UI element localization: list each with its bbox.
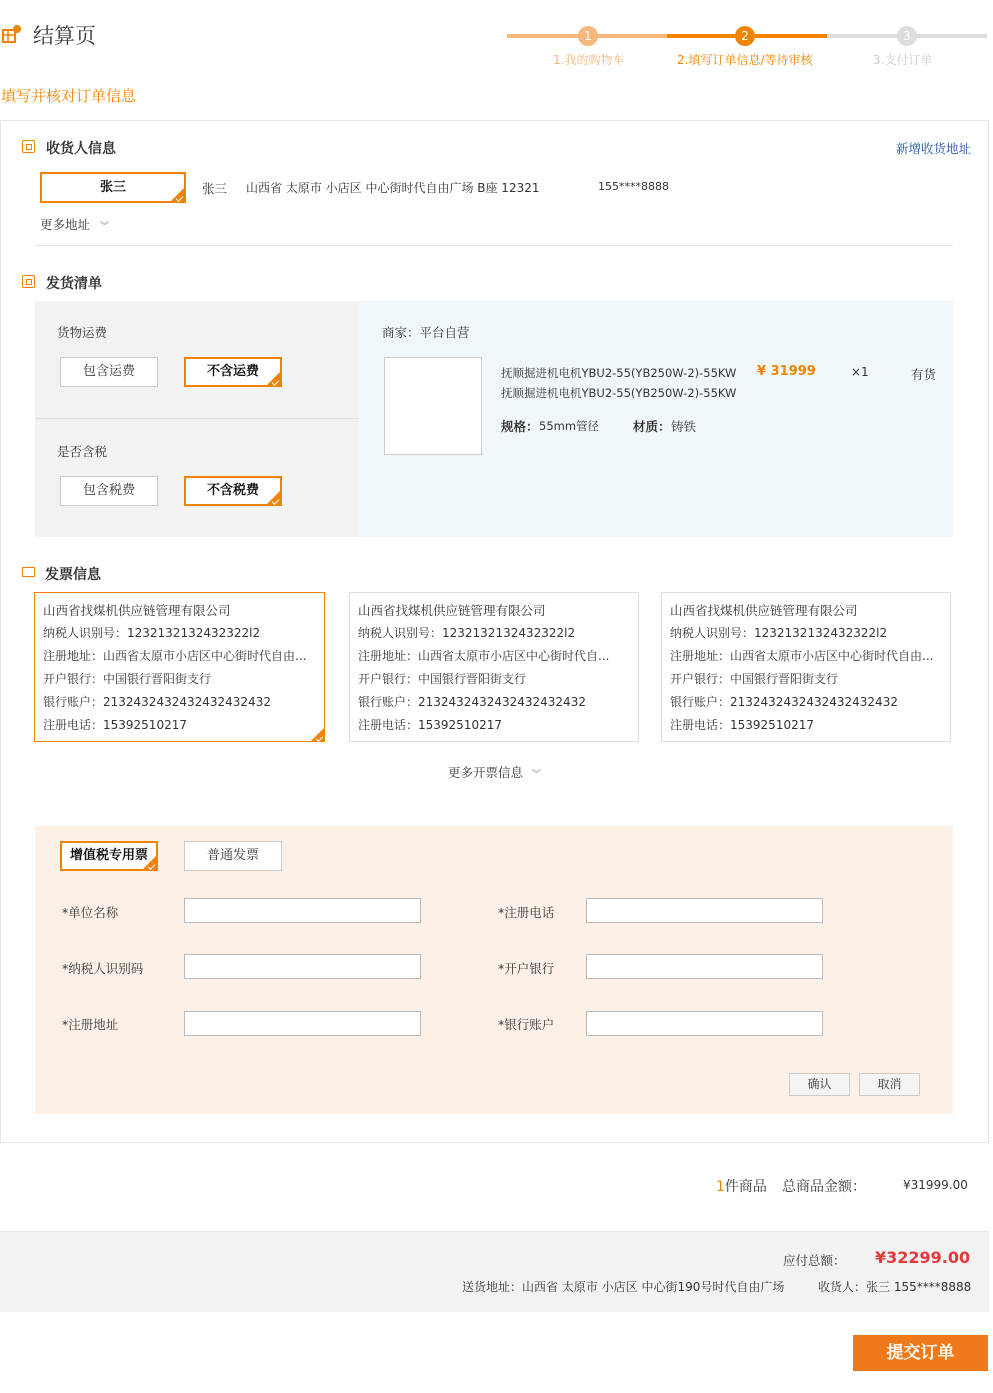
- bank-input[interactable]: [586, 954, 823, 979]
- invoice-phone: 注册电话：15392510217: [670, 718, 814, 732]
- merchant-label: 商家：平台自营: [382, 325, 470, 340]
- invoice-taxid: 纳税人识别号：1232132132432322l2: [43, 626, 261, 640]
- invoice-icon: [22, 567, 35, 577]
- freight-included-button[interactable]: 包含运费: [60, 357, 158, 387]
- spec-label: 规格：: [501, 419, 539, 434]
- invoice-bank: 开户银行：中国银行晋阳街支行: [358, 672, 527, 686]
- invoice-company: 山西省找煤机供应链管理有限公司: [670, 603, 858, 618]
- product-image[interactable]: [384, 357, 482, 455]
- ship-receiver: 收货人：张三 155****8888: [818, 1280, 972, 1294]
- tax-excluded-button[interactable]: [184, 476, 282, 506]
- tax-included-button[interactable]: 包含税费: [60, 476, 158, 506]
- more-address-toggle[interactable]: [40, 215, 109, 233]
- invoice-bank: 开户银行：中国银行晋阳街支行: [670, 672, 839, 686]
- shipping-title: 发货清单: [46, 276, 102, 292]
- checkmark-icon: [143, 856, 156, 869]
- material-value: 铸铁: [671, 419, 697, 434]
- invoice-taxid: 纳税人识别号：1232132132432322l2: [358, 626, 576, 640]
- checkmark-icon: [171, 188, 184, 201]
- product-name-line2: 抚顺掘进机电机YBU2-55(YB250W-2)-55KW: [501, 386, 737, 400]
- shipping-icon: [22, 275, 35, 288]
- receiver-title: 收货人信息: [46, 141, 116, 157]
- phone-label: *注册电话: [498, 905, 555, 920]
- freight-excluded-label: 不含运费: [206, 364, 259, 379]
- step-3-label: 3.支付订单: [873, 53, 933, 67]
- item-count: [716, 1176, 767, 1196]
- taxid-input[interactable]: [184, 954, 421, 979]
- invoice-address: 注册地址：山西省太原市小店区中心街时代自...: [358, 649, 610, 663]
- more-invoice-label: 更多开票信息: [448, 765, 524, 780]
- tax-label: 是否含税: [57, 444, 108, 459]
- freight-label: 货物运费: [57, 325, 108, 340]
- chevron-down-icon: ︾: [532, 770, 542, 780]
- company-label: *单位名称: [62, 905, 119, 920]
- more-address-label: 更多地址: [40, 217, 91, 232]
- product-price: ¥ 31999: [757, 364, 816, 379]
- total-label: 总商品金额：: [782, 1179, 866, 1195]
- account-input[interactable]: [586, 1011, 823, 1036]
- selected-receiver-button[interactable]: [40, 172, 186, 203]
- invoice-company: 山西省找煤机供应链管理有限公司: [43, 603, 231, 618]
- total-value: ¥31999.00: [903, 1178, 968, 1192]
- pay-label: 应付总额：: [783, 1253, 846, 1268]
- step-2-label: 2.填写订单信息/等待审核: [677, 53, 813, 67]
- invoice-account: 银行账户：2132432432432432432432: [358, 695, 586, 709]
- chevron-down-icon: ︾: [100, 222, 110, 232]
- page-title: 结算页: [33, 24, 96, 48]
- selected-receiver-name: 张三: [99, 180, 126, 195]
- pay-total: ¥32299.00: [875, 1248, 971, 1267]
- item-count-suffix: 件商品: [724, 1179, 767, 1195]
- invoice-phone: 注册电话：15392510217: [43, 718, 187, 732]
- freight-excluded-button[interactable]: [184, 357, 282, 387]
- invoice-company: 山西省找煤机供应链管理有限公司: [358, 603, 546, 618]
- cancel-button[interactable]: 取消: [859, 1073, 920, 1096]
- receiver-address: 山西省 太原市 小店区 中心街时代自由广场 B座 12321: [246, 181, 540, 195]
- address-label: *注册地址: [62, 1017, 119, 1032]
- material-label: 材质：: [633, 419, 671, 434]
- invoice-title: 发票信息: [45, 567, 101, 583]
- step-3-circle: 3: [897, 26, 917, 46]
- account-label: *银行账户: [498, 1017, 555, 1032]
- invoice-account: 银行账户：2132432432432432432432: [670, 695, 898, 709]
- spec-value: 55mm管径: [539, 419, 600, 433]
- more-invoice-toggle[interactable]: [448, 763, 541, 781]
- receiver-name: 张三: [202, 181, 228, 196]
- receiver-phone: 155****8888: [598, 180, 669, 193]
- tax-excluded-label: 不含税费: [206, 483, 259, 498]
- address-input[interactable]: [184, 1011, 421, 1036]
- divider: [35, 245, 953, 246]
- invoice-bank: 开户银行：中国银行晋阳街支行: [43, 672, 212, 686]
- invoice-card-3[interactable]: [661, 592, 951, 742]
- ship-address: 送货地址：山西省 太原市 小店区 中心街190号时代自由广场: [462, 1280, 785, 1294]
- bank-label: *开户银行: [498, 961, 555, 976]
- step-1-label: 1.我的购物车: [553, 53, 625, 67]
- invoice-taxid: 纳税人识别号：1232132132432322l2: [670, 626, 888, 640]
- invoice-address: 注册地址：山西省太原市小店区中心街时代自由...: [43, 649, 307, 663]
- checkmark-icon: [267, 372, 280, 385]
- step-1-circle: 1: [578, 26, 598, 46]
- payment-bar: [0, 1231, 989, 1312]
- receiver-icon: [22, 140, 35, 153]
- invoice-address: 注册地址：山西省太原市小店区中心街时代自由...: [670, 649, 934, 663]
- step-2-circle: 2: [735, 26, 755, 46]
- stock-status: 有货: [911, 367, 937, 382]
- phone-input[interactable]: [586, 898, 823, 923]
- company-input[interactable]: [184, 898, 421, 923]
- checkmark-icon: [311, 728, 324, 741]
- invoice-account: 银行账户：2132432432432432432432: [43, 695, 271, 709]
- invoice-card-2[interactable]: [349, 592, 639, 742]
- cart-icon: [2, 24, 22, 44]
- vat-invoice-button[interactable]: [60, 841, 158, 871]
- product-qty: ×1: [851, 365, 869, 379]
- options-divider: [35, 418, 359, 419]
- invoice-phone: 注册电话：15392510217: [358, 718, 502, 732]
- confirm-button[interactable]: 确认: [789, 1073, 850, 1096]
- item-count-number: 1: [716, 1179, 725, 1195]
- product-name[interactable]: 抚顺掘进机电机YBU2-55(YB250W-2)-55KW: [501, 366, 737, 380]
- normal-invoice-button[interactable]: 普通发票: [184, 841, 282, 871]
- page-subtitle: 填写并核对订单信息: [1, 87, 137, 105]
- checkmark-icon: [267, 491, 280, 504]
- submit-order-button[interactable]: 提交订单: [853, 1335, 988, 1371]
- add-address-link[interactable]: 新增收货地址: [896, 141, 972, 156]
- taxid-label: *纳税人识别码: [62, 961, 144, 976]
- vat-invoice-label: 增值税专用票: [69, 848, 148, 863]
- invoice-card-1[interactable]: [34, 592, 325, 742]
